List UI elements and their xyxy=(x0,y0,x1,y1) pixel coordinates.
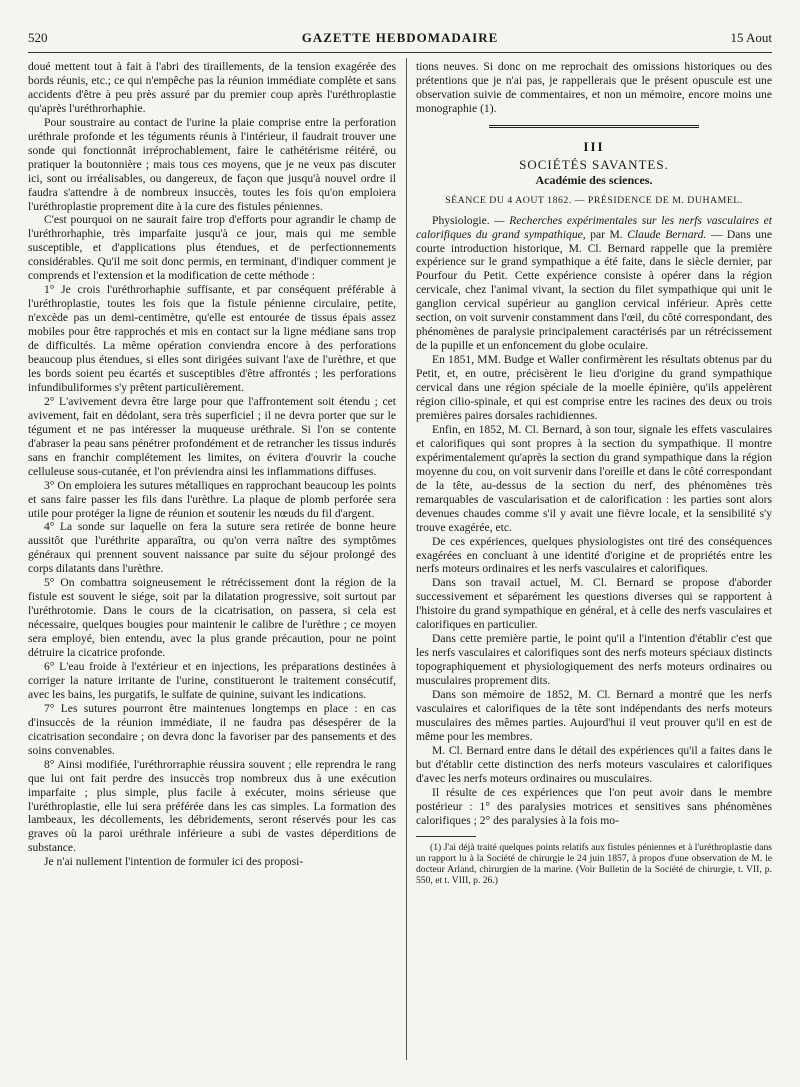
article-author: Claude Bernard. xyxy=(627,227,707,241)
list-item: 6° L'eau froide à l'extérieur et en injections, les préparations destinées à corriger la nature irritante de l'urine, constitueront le traitement consécutif, avec les bains, les purgatifs, le sulfate de quinine, suivant les indications. xyxy=(28,659,396,701)
article-lead-paragraph xyxy=(416,214,772,354)
paragraph: Dans cette première partie, le point qu'il a l'intention d'établir c'est que les nerfs vasculaires et calorifiques sont des nerfs moteurs spéciaux distincts topographiquement et physiologiquement des nerfs moteurs ordinaires ou musculaires proprement dits. xyxy=(416,632,772,688)
list-item: 2° L'avivement devra être large pour que l'affrontement soit étendu ; cet avivement, fait en dédolant, sera très superficiel ; il ne devra porter que sur le tégument et ne pas intéresser la muqueuse uréthrale. Si l'on se contente d'abraser la peau sans pénétrer profondément et de retrancher les tissus indurés sans en franchir complétement les limites, on évitera d'ouvrir la couche celluleuse sous-cutanée, et l'on préviendra ainsi les inflammations diffuses. xyxy=(28,394,396,478)
journal-title: GAZETTE HEBDOMADAIRE xyxy=(301,30,499,45)
page-number: 520 xyxy=(28,30,48,45)
issue-date: 15 Aout xyxy=(730,30,772,45)
paragraph: doué mettent tout à fait à l'abri des tiraillements, de la tension exagérée des bords réunis, etc.; ce qui n'empêche pas la réunion immédiate complète et sans accidents d'être à peu près assuré par du premier coup après l'uréthroplastie qu'après l'uréthrorhaphie. xyxy=(28,60,396,115)
paragraph: Je n'ai nullement l'intention de formuler ici des proposi- xyxy=(44,855,304,869)
footnote-rule xyxy=(416,836,476,837)
paragraph: Il résulte de ces expériences que l'on peut avoir dans le membre postérieur : 1° des paralysies motrices et sensitives sans phénomènes calorifiques ; 2° des paralysies à la fois mo- xyxy=(416,785,772,827)
list-item: 1° Je crois l'uréthrorhaphie suffisante, et par conséquent préférable à l'uréthroplastie, toutes les fois que la fistule pénienne circulaire, petite, n'excède pas un demi-centimètre, qu'elle est entourée de tissus épais assez mobiles pour être rapprochés et mis en contact sur la ligne médiane sans trop de difficultés. La même opération conviendra encore à des perforations beaucoup plus étendues, si elles sont dirigées suivant l'axe de l'urèthre, et que les bords soient peu écartés et susceptibles d'être affrontés ; les perforations infundibuliformes s'y prêtent particulièrement. xyxy=(28,283,396,394)
section-rule xyxy=(489,125,699,128)
list-item: 3° On emploiera les sutures métalliques en rapprochant beaucoup les points et sans faire passer les fils dans l'urèthre. La plaque de plomb perforée sera utile pour protéger la ligne de réunion et soutenir les nœuds du fil d'argent. xyxy=(28,478,396,520)
paragraph: De ces expériences, quelques physiologistes ont tiré des conséquences exagérées en concluant à une identité d'origine et de propriétés entre les nerfs moteurs ordinaires et les nerfs vasculaires et calorifiques. xyxy=(416,534,772,576)
article-title: — Recherches expérimentales sur les nerfs vasculaires et calorifiques du grand sympathique, xyxy=(416,213,772,241)
paragraph: Enfin, en 1852, M. Cl. Bernard, à son tour, signale les effets vasculaires et calorifiques qui sont propres à la section du sympathique. Il montre expérimentalement qu'après la section du grand sympathique dans la région moyenne du cou, on voit survenir dans l'oreille et dans le côté correspondant de la tête, au-dessus de la section du nerf, des phénomènes très remarquables de vascularisation et de calorification : les parties sont alors devenues chaudes comme s'il y avait une fièvre locale, et la sensibilité s'y trouve exagérée, etc. xyxy=(416,422,772,534)
page-header xyxy=(28,28,772,50)
right-column xyxy=(416,60,772,886)
list-item: 8° Ainsi modifiée, l'uréthrorraphie réussira souvent ; elle reprendra le rang que lui ont fait perdre des insuccès trop nombreux dus à une exécution imparfaite ; plus simple, plus facile à exécuter, moins sérieuse que l'uréthroplastie, elle lui sera préférée dans les cas simples. La formation des lambeaux, les décollements, les débridements, seront réservés pour les cas graves où la paroi uréthrale inférieure a subi de vastes déperditions de substance. xyxy=(28,757,396,855)
paragraph: Pour soustraire au contact de l'urine la plaie comprise entre la perforation uréthrale profonde et les téguments réunis à l'intérieur, il faudrait trouver une sonde qui fonctionnât irréprochablement, faire le cathétérisme réitéré, ou pratiquer la boutonnière ; mais tous ces moyens, que je ne veux pas discuter ici, sont ou irréalisables, ou dangereux, de façon que jusqu'à nouvel ordre il faudra s'attendre à de nombreux insuccès, toutes les fois qu'on emploiera l'uréthroplastie proprement dite à la cure des fistules péniennes. xyxy=(28,115,396,213)
section-number: III xyxy=(583,138,605,154)
footnote: (1) J'ai déjà traité quelques points relatifs aux fistules péniennes et à l'uréthroplastie dans un rapport lu à la Société de chirurgie le 24 juin 1857, à propos d'une observation de M. le docteur Arland, chirurgien de la marine. (Voir Bulletin de la Société de chirurgie, t. VII, p. 550, et t. VIII, p. 26.) xyxy=(416,841,772,887)
seance-line: SÉANCE DU 4 AOUT 1862. — PRÉSIDENCE DE M. DUHAMEL. xyxy=(445,194,743,206)
article-text: — Dans une courte introduction historique, M. Cl. Bernard rappelle que la première expérience sur le grand sympathique a été faite, dans le siècle dernier, par Pourfour du Petit. Cette expérience consiste à opérer dans la région cervicale, chez l'animal vivant, la section du filet sympathique qui unit le ganglion cervical supérieur au ganglion cervical inférieur. Après cette section, on voit survenir constamment dans l'œil, du côté correspondant, des phénomènes de paralysie principalement caractérisés par un rétrécissement de la pupille et un enfoncement du globe oculaire. xyxy=(416,227,772,353)
paragraph: Dans son travail actuel, M. Cl. Bernard se propose d'aborder successivement et séparément les questions diverses qui se rapportent à l'histoire du grand sympathique en général, et à celle des nerfs vasculaires et calorifiques en particulier. xyxy=(416,576,772,632)
paragraph: M. Cl. Bernard entre dans le détail des expériences qu'il a faites dans le but d'établir cette distinction des nerfs moteurs vasculaires et calorifiques d'avec les nerfs moteurs ordinaires ou musculaires. xyxy=(416,743,772,785)
paragraph: En 1851, MM. Budge et Waller confirmèrent les résultats obtenus par du Petit, et, en outre, précisèrent le lieu d'origine du grand sympathique cervical dans une région spéciale de la moelle épinière, qu'ils appelèrent région cilio-spinale, et qui est comprise entre les racines des deux ou trois premières paires dorsales rachidiennes. xyxy=(416,353,772,422)
section-subtitle: Académie des sciences. xyxy=(535,172,653,187)
paragraph: tions neuves. Si donc on me reprochait des omissions historiques ou des prétentions que je n'ai pas, je rappellerais que le présent opuscule est une observation suivie de commentaires, et non un mémoire, encore moins une monographie (1). xyxy=(416,60,772,115)
paragraph: C'est pourquoi on ne saurait faire trop d'efforts pour agrandir le champ de l'uréthrorhaphie, très imparfaite jusqu'à ce jour, mais qui me semble susceptible, et d'applications plus étendues, et de perfectionnements considérables. Qu'il me soit donc permis, en terminant, d'indiquer comment je comprends et l'extension et la modification de cette méthode : xyxy=(28,213,396,283)
paragraph: Dans son mémoire de 1852, M. Cl. Bernard a montré que les nerfs vasculaires et calorifiques de la tête sont indépendants des nerfs moteurs musculaires des mêmes parties. Aujourd'hui il veut prouver qu'il en est de même pour les membres. xyxy=(416,688,772,743)
list-item: 5° On combattra soigneusement le rétrécissement dont la région de la fistule est souvent le siége, soit par la dilatation progressive, soit surtout par l'uréthrotomie. Dans le cours de la cicatrisation, on passera, si cela est nécessaire, quelques bougies pour maintenir le calibre de l'urèthre ; ce moyen sera employé, bien entendu, avec la plus grande précaution, pour ne point détruire la cicatrice profonde. xyxy=(28,576,396,660)
section-title: SOCIÉTÉS SAVANTES. xyxy=(519,156,669,172)
author-prefix: par M. xyxy=(585,227,628,241)
column-divider xyxy=(406,58,407,1060)
header-rule xyxy=(28,52,772,53)
list-item: 7° Les sutures pourront être maintenues longtemps en place : en cas d'insuccès de la réunion immédiate, il ne faudra pas désespérer de la cicatrisation secondaire ; on devra donc la favoriser par des pansements et des soins convenables. xyxy=(28,701,396,757)
rubric: Physiologie. xyxy=(432,213,490,227)
left-column xyxy=(28,60,396,869)
list-item: 4° La sonde sur laquelle on fera la suture sera retirée de bonne heure aussitôt que l'uréthrite apparaîtra, ou qu'on verra naître des symptômes généraux qui prennent souvent naissance par suite du séjour prolongé des corps dilatants dans l'urèthre. xyxy=(28,520,396,576)
